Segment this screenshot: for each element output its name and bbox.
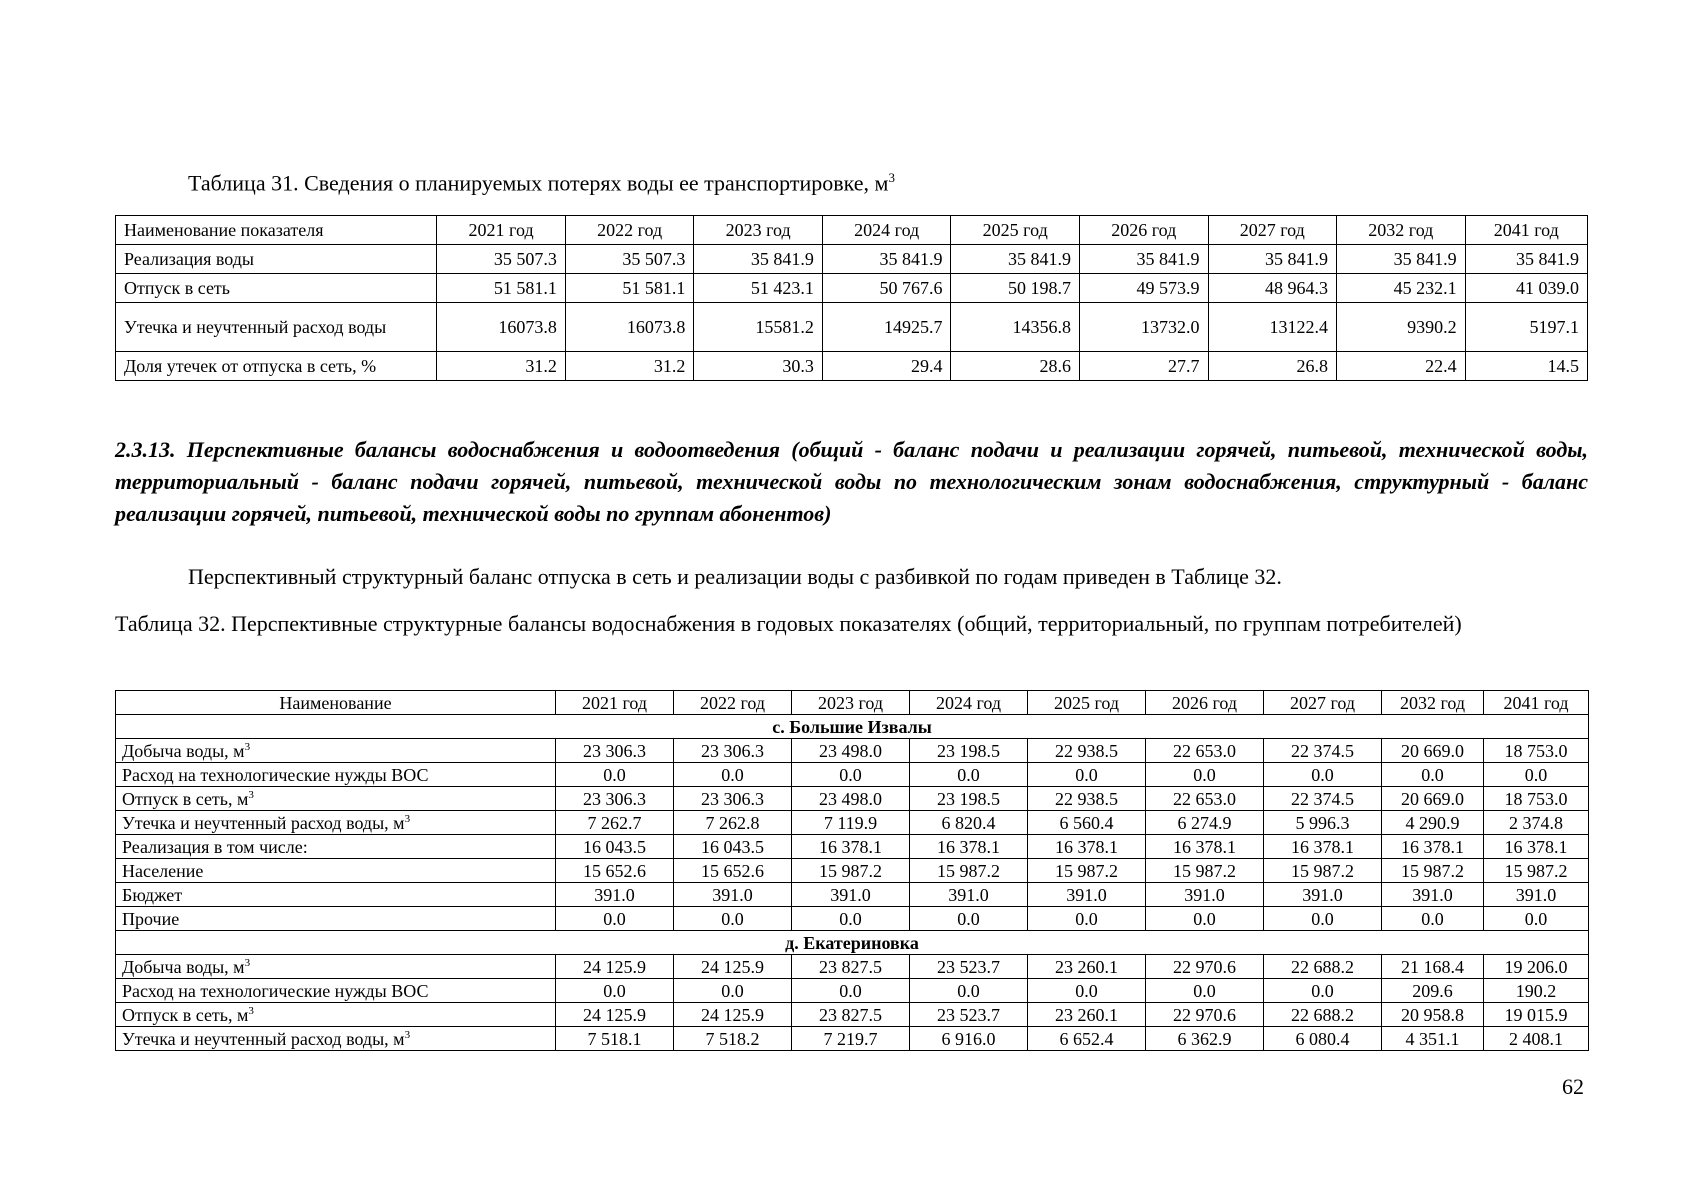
value-cell: 23 306.3 xyxy=(674,787,792,811)
table32-year-header: 2032 год xyxy=(1382,691,1484,715)
value-cell: 16 378.1 xyxy=(1146,835,1264,859)
table31-year-header: 2032 год xyxy=(1337,216,1466,245)
row-label xyxy=(116,979,556,1003)
value-cell: 15 987.2 xyxy=(1382,859,1484,883)
row-label: Реализация воды xyxy=(116,245,437,274)
row-label: Утечка и неучтенный расход воды xyxy=(116,303,437,352)
table-row xyxy=(116,955,1589,979)
value-cell: 35 841.9 xyxy=(1465,245,1587,274)
table-row xyxy=(116,907,1589,931)
table32-caption: Таблица 32. Перспективные структурные балансы водоснабжения в годовых показателях (общий, территориальный, по группам потребителей) xyxy=(115,611,1462,636)
value-cell: 190.2 xyxy=(1484,979,1589,1003)
value-cell: 14.5 xyxy=(1465,352,1587,381)
value-cell: 6 560.4 xyxy=(1028,811,1146,835)
value-cell: 22 653.0 xyxy=(1146,739,1264,763)
value-cell: 7 518.2 xyxy=(674,1027,792,1051)
value-cell: 22 938.5 xyxy=(1028,787,1146,811)
value-cell: 22 688.2 xyxy=(1264,1003,1382,1027)
value-cell: 20 958.8 xyxy=(1382,1003,1484,1027)
row-label: Отпуск в сеть xyxy=(116,274,437,303)
value-cell: 15 987.2 xyxy=(1484,859,1589,883)
value-cell: 29.4 xyxy=(822,352,951,381)
value-cell: 22 688.2 xyxy=(1264,955,1382,979)
table-row xyxy=(116,859,1589,883)
value-cell: 7 518.1 xyxy=(556,1027,674,1051)
value-cell: 35 841.9 xyxy=(1337,245,1466,274)
value-cell: 0.0 xyxy=(1484,763,1589,787)
value-cell: 28.6 xyxy=(951,352,1080,381)
table-row xyxy=(116,883,1589,907)
table-row xyxy=(116,979,1589,1003)
value-cell: 23 260.1 xyxy=(1028,1003,1146,1027)
row-label-text: Отпуск в сеть, м xyxy=(122,1004,249,1025)
table32-year-header: 2024 год xyxy=(910,691,1028,715)
value-cell: 35 507.3 xyxy=(565,245,694,274)
value-cell: 6 362.9 xyxy=(1146,1027,1264,1051)
value-cell: 22 653.0 xyxy=(1146,787,1264,811)
table31-year-header: 2041 год xyxy=(1465,216,1587,245)
value-cell: 15 987.2 xyxy=(910,859,1028,883)
value-cell: 16 378.1 xyxy=(792,835,910,859)
value-cell: 23 523.7 xyxy=(910,955,1028,979)
value-cell: 23 198.5 xyxy=(910,739,1028,763)
unit-superscript: 3 xyxy=(248,1004,254,1017)
value-cell: 22 374.5 xyxy=(1264,739,1382,763)
table32-name-header: Наименование xyxy=(116,691,556,715)
value-cell: 0.0 xyxy=(1382,763,1484,787)
value-cell: 7 262.8 xyxy=(674,811,792,835)
value-cell: 6 274.9 xyxy=(1146,811,1264,835)
value-cell: 23 827.5 xyxy=(792,955,910,979)
value-cell: 41 039.0 xyxy=(1465,274,1587,303)
value-cell: 0.0 xyxy=(1264,907,1382,931)
table31-year-header: 2024 год xyxy=(822,216,951,245)
value-cell: 14356.8 xyxy=(951,303,1080,352)
value-cell: 20 669.0 xyxy=(1382,739,1484,763)
value-cell: 19 206.0 xyxy=(1484,955,1589,979)
group-title: с. Большие Извалы xyxy=(116,715,1589,739)
table31-body xyxy=(116,245,1588,381)
table31 xyxy=(115,215,1588,381)
value-cell: 18 753.0 xyxy=(1484,739,1589,763)
body-paragraph: Перспективный структурный баланс отпуска в сеть и реализации воды с разбивкой по годам приведен в Таблице 32. xyxy=(188,564,1282,589)
value-cell: 0.0 xyxy=(1382,907,1484,931)
value-cell: 22 970.6 xyxy=(1146,1003,1264,1027)
table31-year-header: 2025 год xyxy=(951,216,1080,245)
value-cell: 391.0 xyxy=(1484,883,1589,907)
value-cell: 23 306.3 xyxy=(556,739,674,763)
group-title: д. Екатериновка xyxy=(116,931,1589,955)
value-cell: 391.0 xyxy=(674,883,792,907)
value-cell: 49 573.9 xyxy=(1079,274,1208,303)
value-cell: 16 043.5 xyxy=(556,835,674,859)
unit-superscript: 3 xyxy=(404,1028,411,1041)
table-row xyxy=(116,835,1589,859)
row-label xyxy=(116,763,556,787)
value-cell: 0.0 xyxy=(910,763,1028,787)
table31-name-header: Наименование показателя xyxy=(116,216,437,245)
table32-year-header: 2022 год xyxy=(674,691,792,715)
value-cell: 16073.8 xyxy=(437,303,566,352)
value-cell: 209.6 xyxy=(1382,979,1484,1003)
row-label-text: Население xyxy=(122,860,204,881)
table-row xyxy=(116,739,1589,763)
value-cell: 22 970.6 xyxy=(1146,955,1264,979)
value-cell: 16 378.1 xyxy=(910,835,1028,859)
value-cell: 5197.1 xyxy=(1465,303,1587,352)
value-cell: 0.0 xyxy=(674,763,792,787)
table32-year-header: 2027 год xyxy=(1264,691,1382,715)
value-cell: 35 841.9 xyxy=(951,245,1080,274)
row-label xyxy=(116,1027,556,1051)
value-cell: 16 043.5 xyxy=(674,835,792,859)
value-cell: 15 987.2 xyxy=(1028,859,1146,883)
table32-header-row xyxy=(116,691,1589,715)
row-label xyxy=(116,859,556,883)
row-label-text: Утечка и неучтенный расход воды, м xyxy=(122,812,405,833)
value-cell: 0.0 xyxy=(1028,907,1146,931)
value-cell: 15 987.2 xyxy=(792,859,910,883)
value-cell: 15 987.2 xyxy=(1146,859,1264,883)
table-row xyxy=(116,303,1588,352)
value-cell: 50 198.7 xyxy=(951,274,1080,303)
value-cell: 6 652.4 xyxy=(1028,1027,1146,1051)
value-cell: 0.0 xyxy=(1146,907,1264,931)
value-cell: 24 125.9 xyxy=(674,1003,792,1027)
value-cell: 16 378.1 xyxy=(1484,835,1589,859)
table32 xyxy=(115,690,1589,1051)
row-label-text: Расход на технологические нужды ВОС xyxy=(122,980,429,1001)
table32-year-header: 2026 год xyxy=(1146,691,1264,715)
value-cell: 15 652.6 xyxy=(556,859,674,883)
value-cell: 35 841.9 xyxy=(1208,245,1337,274)
value-cell: 51 581.1 xyxy=(437,274,566,303)
table-row xyxy=(116,787,1589,811)
value-cell: 7 262.7 xyxy=(556,811,674,835)
value-cell: 35 841.9 xyxy=(694,245,823,274)
value-cell: 31.2 xyxy=(437,352,566,381)
unit-superscript: 3 xyxy=(248,788,254,801)
value-cell: 35 841.9 xyxy=(1079,245,1208,274)
value-cell: 0.0 xyxy=(556,907,674,931)
value-cell: 391.0 xyxy=(1028,883,1146,907)
value-cell: 0.0 xyxy=(1264,979,1382,1003)
value-cell: 4 290.9 xyxy=(1382,811,1484,835)
value-cell: 2 374.8 xyxy=(1484,811,1589,835)
row-label-text: Утечка и неучтенный расход воды, м xyxy=(122,1028,405,1049)
value-cell: 391.0 xyxy=(1146,883,1264,907)
value-cell: 0.0 xyxy=(1264,763,1382,787)
value-cell: 13732.0 xyxy=(1079,303,1208,352)
value-cell: 23 260.1 xyxy=(1028,955,1146,979)
table31-caption xyxy=(188,170,895,196)
table32-body xyxy=(116,715,1589,1051)
table-row xyxy=(116,245,1588,274)
table-row xyxy=(116,1003,1589,1027)
value-cell: 23 306.3 xyxy=(674,739,792,763)
group-row xyxy=(116,931,1589,955)
table31-year-header: 2021 год xyxy=(437,216,566,245)
value-cell: 15 987.2 xyxy=(1264,859,1382,883)
table32-year-header: 2041 год xyxy=(1484,691,1589,715)
value-cell: 14925.7 xyxy=(822,303,951,352)
table32-year-header: 2021 год xyxy=(556,691,674,715)
group-row xyxy=(116,715,1589,739)
value-cell: 26.8 xyxy=(1208,352,1337,381)
value-cell: 19 015.9 xyxy=(1484,1003,1589,1027)
unit-superscript: 3 xyxy=(244,956,251,969)
row-label-text: Добыча воды, м xyxy=(122,740,245,761)
row-label-text: Прочие xyxy=(122,908,180,929)
value-cell: 24 125.9 xyxy=(556,1003,674,1027)
value-cell: 22 374.5 xyxy=(1264,787,1382,811)
row-label-text: Бюджет xyxy=(122,884,183,905)
value-cell: 31.2 xyxy=(565,352,694,381)
value-cell: 45 232.1 xyxy=(1337,274,1466,303)
row-label-text: Добыча воды, м xyxy=(122,956,245,977)
value-cell: 391.0 xyxy=(910,883,1028,907)
value-cell: 0.0 xyxy=(792,763,910,787)
row-label xyxy=(116,787,556,811)
value-cell: 16 378.1 xyxy=(1264,835,1382,859)
value-cell: 35 841.9 xyxy=(822,245,951,274)
value-cell: 23 498.0 xyxy=(792,739,910,763)
value-cell: 51 581.1 xyxy=(565,274,694,303)
table-row xyxy=(116,352,1588,381)
value-cell: 6 080.4 xyxy=(1264,1027,1382,1051)
table-row xyxy=(116,274,1588,303)
value-cell: 18 753.0 xyxy=(1484,787,1589,811)
value-cell: 27.7 xyxy=(1079,352,1208,381)
value-cell: 0.0 xyxy=(674,907,792,931)
value-cell: 0.0 xyxy=(910,979,1028,1003)
value-cell: 0.0 xyxy=(1028,763,1146,787)
value-cell: 0.0 xyxy=(1028,979,1146,1003)
table31-year-header: 2022 год xyxy=(565,216,694,245)
value-cell: 9390.2 xyxy=(1337,303,1466,352)
value-cell: 4 351.1 xyxy=(1382,1027,1484,1051)
row-label-text: Реализация в том числе: xyxy=(122,836,308,857)
unit-superscript: 3 xyxy=(404,812,411,825)
value-cell: 16073.8 xyxy=(565,303,694,352)
value-cell: 35 507.3 xyxy=(437,245,566,274)
value-cell: 51 423.1 xyxy=(694,274,823,303)
value-cell: 2 408.1 xyxy=(1484,1027,1589,1051)
value-cell: 7 119.9 xyxy=(792,811,910,835)
value-cell: 22 938.5 xyxy=(1028,739,1146,763)
row-label xyxy=(116,883,556,907)
value-cell: 30.3 xyxy=(694,352,823,381)
value-cell: 391.0 xyxy=(792,883,910,907)
value-cell: 23 827.5 xyxy=(792,1003,910,1027)
table31-caption-sup: 3 xyxy=(888,170,895,185)
section-heading: 2.3.13. Перспективные балансы водоснабжения и водоотведения (общий - баланс подачи и реализации горячей, питьевой, технической воды, территориальный - баланс подачи горячей, питьевой, технической воды по технологическим зонам водоснабжения, структурный - баланс реализации горячей, питьевой, технической воды по группам абонентов) xyxy=(115,437,1588,526)
table-row xyxy=(116,811,1589,835)
table31-year-header: 2026 год xyxy=(1079,216,1208,245)
row-label xyxy=(116,955,556,979)
value-cell: 5 996.3 xyxy=(1264,811,1382,835)
value-cell: 23 306.3 xyxy=(556,787,674,811)
value-cell: 0.0 xyxy=(1146,763,1264,787)
table31-header-row xyxy=(116,216,1588,245)
value-cell: 15581.2 xyxy=(694,303,823,352)
value-cell: 16 378.1 xyxy=(1382,835,1484,859)
table31-year-header: 2023 год xyxy=(694,216,823,245)
value-cell: 20 669.0 xyxy=(1382,787,1484,811)
value-cell: 0.0 xyxy=(556,979,674,1003)
value-cell: 0.0 xyxy=(910,907,1028,931)
value-cell: 24 125.9 xyxy=(556,955,674,979)
value-cell: 6 820.4 xyxy=(910,811,1028,835)
value-cell: 0.0 xyxy=(792,979,910,1003)
table-row xyxy=(116,763,1589,787)
row-label xyxy=(116,811,556,835)
row-label xyxy=(116,907,556,931)
value-cell: 6 916.0 xyxy=(910,1027,1028,1051)
value-cell: 23 498.0 xyxy=(792,787,910,811)
table-row xyxy=(116,1027,1589,1051)
value-cell: 15 652.6 xyxy=(674,859,792,883)
table31-year-header: 2027 год xyxy=(1208,216,1337,245)
row-label: Доля утечек от отпуска в сеть, % xyxy=(116,352,437,381)
row-label xyxy=(116,739,556,763)
value-cell: 391.0 xyxy=(1382,883,1484,907)
value-cell: 23 523.7 xyxy=(910,1003,1028,1027)
value-cell: 22.4 xyxy=(1337,352,1466,381)
value-cell: 16 378.1 xyxy=(1028,835,1146,859)
value-cell: 0.0 xyxy=(1146,979,1264,1003)
value-cell: 23 198.5 xyxy=(910,787,1028,811)
value-cell: 24 125.9 xyxy=(674,955,792,979)
table31-caption-text: Таблица 31. Сведения о планируемых потерях воды ее транспортировке, м xyxy=(188,170,889,196)
value-cell: 48 964.3 xyxy=(1208,274,1337,303)
value-cell: 0.0 xyxy=(1484,907,1589,931)
value-cell: 391.0 xyxy=(1264,883,1382,907)
row-label xyxy=(116,835,556,859)
value-cell: 391.0 xyxy=(556,883,674,907)
value-cell: 0.0 xyxy=(792,907,910,931)
value-cell: 0.0 xyxy=(556,763,674,787)
value-cell: 7 219.7 xyxy=(792,1027,910,1051)
value-cell: 50 767.6 xyxy=(822,274,951,303)
row-label-text: Отпуск в сеть, м xyxy=(122,788,249,809)
table32-year-header: 2023 год xyxy=(792,691,910,715)
value-cell: 13122.4 xyxy=(1208,303,1337,352)
table32-year-header: 2025 год xyxy=(1028,691,1146,715)
unit-superscript: 3 xyxy=(244,740,251,753)
value-cell: 0.0 xyxy=(674,979,792,1003)
page-number: 62 xyxy=(1562,1074,1584,1099)
value-cell: 21 168.4 xyxy=(1382,955,1484,979)
row-label xyxy=(116,1003,556,1027)
row-label-text: Расход на технологические нужды ВОС xyxy=(122,764,429,785)
